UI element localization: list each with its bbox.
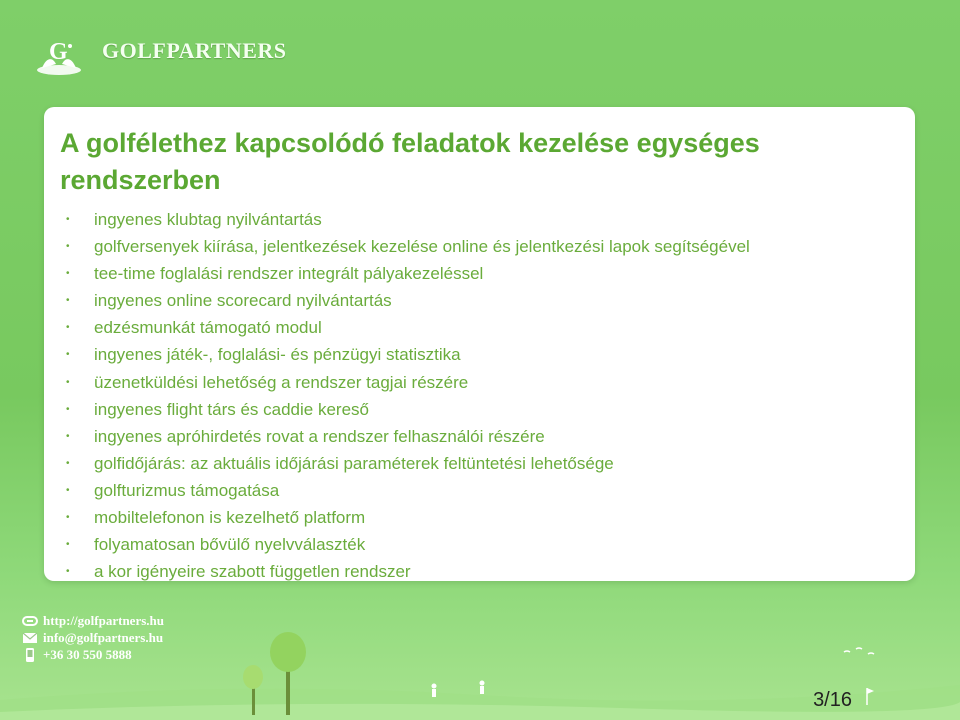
feature-list [44, 206, 750, 585]
list-item-text: edzésmunkát támogató modul [94, 318, 322, 338]
bullet-icon: • [66, 214, 70, 225]
bullet-icon: • [66, 349, 70, 361]
bullet-icon: • [66, 539, 70, 551]
golfer-icon [480, 681, 485, 695]
phone-text: +36 30 550 5888 [43, 646, 132, 662]
list-item-text: ingyenes klubtag nyilvántartás [94, 210, 322, 229]
bullet-icon: • [66, 241, 70, 253]
list-item [44, 314, 750, 341]
list-item-text: mobiltelefonon is kezelhető platform [94, 508, 366, 528]
bullet-icon: • [66, 484, 70, 496]
list-item-text: ingyenes online scorecard nyilvántartás [94, 291, 392, 311]
bullet-icon: • [66, 430, 70, 442]
list-item-text: a kor igényeire szabott független rendszer [94, 562, 411, 582]
bullet-icon: • [66, 376, 70, 388]
bullet-icon: • [66, 403, 70, 415]
header [0, 0, 960, 100]
list-item-text: üzenetküldési lehetőség a rendszer tagjai részére [94, 372, 469, 392]
list-item [44, 341, 750, 368]
list-item-text: golfidőjárás: az aktuális időjárási paraméterek feltüntetési lehetősége [94, 453, 614, 473]
list-item-text: ingyenes apróhirdetés rovat a rendszer felhasználói részére [94, 426, 545, 446]
list-item-text: golfturizmus támogatása [94, 480, 280, 500]
list-item [44, 287, 750, 314]
slide-title: A golfélethez kapcsolódó feladatok kezelése egységes rendszerben [60, 128, 760, 195]
list-item [44, 423, 750, 450]
list-item [44, 396, 750, 423]
svg-text:G: G [49, 39, 68, 65]
page-number: 3/16 [813, 689, 852, 711]
list-item [44, 369, 750, 396]
list-item [44, 260, 750, 287]
golf-leaf-logo-icon [36, 34, 82, 76]
list-item [44, 504, 750, 531]
brand-name: GOLFPARTNERS [102, 38, 287, 63]
list-item-text: folyamatosan bővülő nyelvválaszték [94, 535, 366, 555]
list-item-text: tee-time foglalási rendszer integrált pályakezeléssel [94, 264, 484, 284]
golfer-icon [432, 684, 437, 698]
website-text: http://golfpartners.hu [43, 612, 164, 628]
list-item-text: ingyenes flight társ és caddie kereső [94, 399, 369, 419]
bullet-icon: • [66, 457, 70, 469]
email-text: info@golfpartners.hu [43, 629, 164, 645]
list-item [44, 477, 750, 504]
list-item [44, 206, 750, 233]
content-card [44, 107, 915, 581]
list-item [44, 558, 750, 585]
list-item-text: ingyenes játék-, foglalási- és pénzügyi statisztika [94, 345, 461, 365]
list-item [44, 450, 750, 477]
bullet-icon: • [66, 322, 70, 334]
bird-icon [844, 648, 874, 654]
bullet-icon: • [66, 295, 70, 307]
bullet-icon: • [66, 566, 70, 578]
list-item-text: golfversenyek kiírása, jelentkezések kezelése online és jelentkezési lapok segítségével [94, 237, 750, 257]
list-item [44, 531, 750, 558]
list-item [44, 233, 750, 260]
bullet-icon: • [66, 268, 70, 280]
bullet-icon: • [66, 512, 70, 524]
